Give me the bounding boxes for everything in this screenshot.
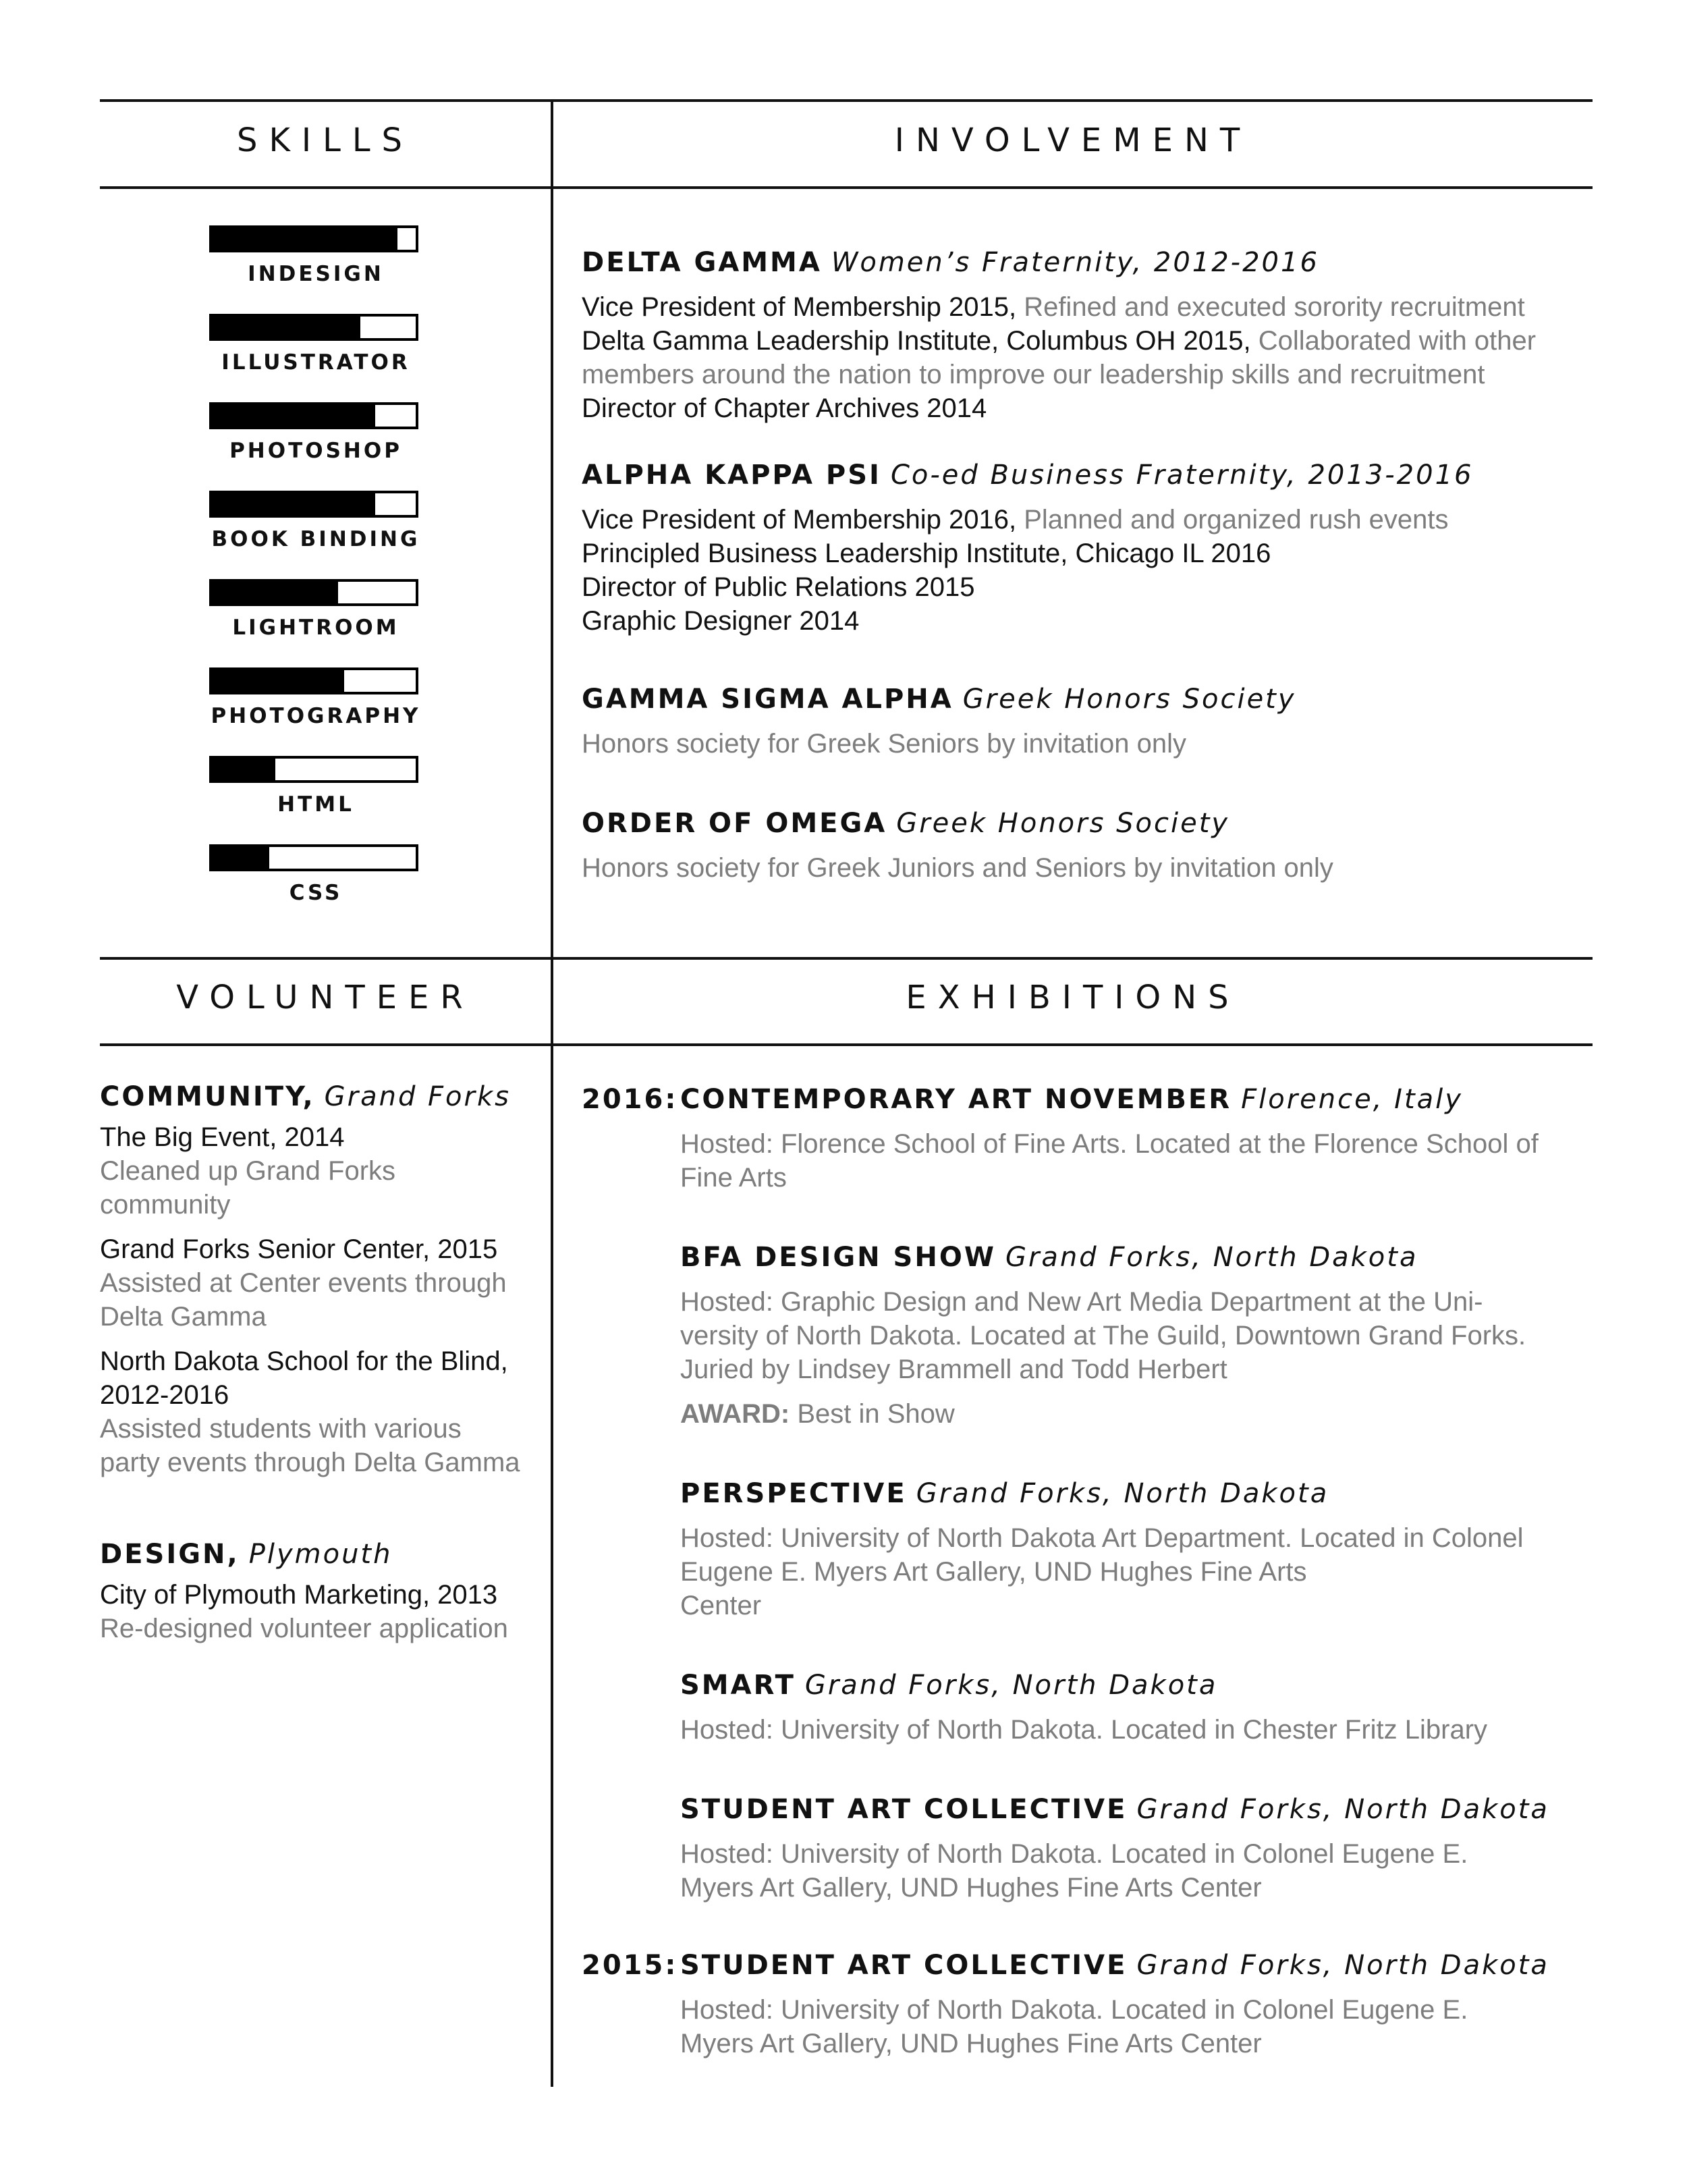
skill-bar (209, 667, 418, 694)
item-title: North Dakota School for the Blind, (100, 1346, 508, 1376)
award-value: Best in Show (790, 1399, 955, 1429)
line-main: Vice President of Membership 2016, (582, 505, 1024, 535)
entry-heading (680, 1242, 1578, 1273)
skill-fill (212, 847, 269, 869)
entry-heading (582, 460, 1574, 491)
skill-item (209, 314, 422, 375)
org-subtitle: Grand Forks, North Dakota (804, 1670, 1218, 1701)
volunteer-item (100, 1578, 559, 1645)
exhibition-entry (680, 1670, 1578, 1747)
volunteer-item (100, 1232, 559, 1334)
skill-item (209, 579, 422, 640)
exhibition-year: 2015: (582, 1950, 678, 1981)
entry-heading (582, 684, 1574, 715)
skill-fill (212, 405, 375, 427)
entry-line (582, 537, 1574, 570)
involvement-entry (582, 460, 1574, 638)
entry-line (582, 570, 1574, 604)
org-subtitle: Grand Forks, North Dakota (1136, 1794, 1549, 1825)
entry-line: Center (680, 1591, 762, 1620)
entry-line (582, 391, 1574, 425)
org-name: SMART (680, 1670, 796, 1701)
item-desc: Cleaned up Grand Forks (100, 1156, 396, 1186)
entry-line (582, 290, 1574, 324)
entry-line: Hosted: Graphic Design and New Art Media Department at the Uni- (680, 1287, 1483, 1317)
entry-line: Myers Art Gallery, UND Hughes Fine Arts Center (680, 1873, 1262, 1903)
volunteer-item (100, 1120, 559, 1222)
org-subtitle: Co-ed Business Fraternity, 2013-2016 (890, 460, 1474, 491)
skill-item (209, 844, 422, 905)
volunteer-group (100, 1539, 559, 1656)
skill-fill (212, 670, 344, 692)
entry-heading (100, 1539, 559, 1570)
entry-line: Myers Art Gallery, UND Hughes Fine Arts Center (680, 2029, 1262, 2058)
skill-label: ILLUSTRATOR (221, 350, 410, 375)
item-title: Grand Forks Senior Center, 2015 (100, 1234, 498, 1264)
item-title: City of Plymouth Marketing, 2013 (100, 1580, 498, 1610)
skill-label: HTML (277, 792, 354, 817)
skills-heading: SKILLS (236, 121, 414, 159)
skill-item (209, 402, 422, 463)
middle-rule (100, 957, 1593, 960)
top-rule (100, 99, 1593, 102)
item-desc: Re-designed volunteer application (100, 1614, 508, 1643)
skill-fill (212, 759, 275, 780)
entry-heading (680, 1478, 1578, 1509)
skill-item (209, 667, 422, 728)
entry-heading (680, 1794, 1578, 1825)
entry-line (582, 851, 1574, 885)
exhibition-entry (680, 1794, 1578, 1905)
exhibition-entry (680, 1950, 1578, 2060)
entry-line: Hosted: University of North Dakota Art Department. Located in Colonel (680, 1523, 1524, 1553)
line-detail: Refined and executed sorority recruitment (1024, 292, 1525, 322)
line-main: Director of Chapter Archives 2014 (582, 393, 987, 423)
line-main: Principled Business Leadership Institute, Chicago IL 2016 (582, 539, 1271, 568)
line-detail: Planned and organized rush events (1024, 505, 1449, 535)
skill-label: CSS (289, 881, 343, 905)
skill-bar (209, 491, 418, 518)
skill-bar (209, 579, 418, 606)
line-detail: Collaborated with other (1258, 326, 1537, 356)
skill-label: BOOK BINDING (211, 527, 420, 551)
item-desc: Assisted students with various (100, 1414, 462, 1444)
entry-heading (680, 1084, 1578, 1115)
award-line (680, 1397, 1578, 1431)
header-rule-bottom (100, 1043, 1593, 1046)
exhibition-entry (680, 1084, 1578, 1195)
volunteer-group (100, 1081, 559, 1490)
skill-item (209, 225, 422, 286)
org-name: DELTA GAMMA (582, 247, 822, 278)
org-name: STUDENT ART COLLECTIVE (680, 1950, 1128, 1981)
volunteer-heading: VOLUNTEER (176, 979, 474, 1016)
org-subtitle: Greek Honors Society (896, 808, 1230, 839)
item-title: 2012-2016 (100, 1380, 229, 1410)
entry-line (582, 727, 1574, 761)
entry-line: Hosted: University of North Dakota. Located in Colonel Eugene E. (680, 1995, 1468, 2025)
org-name: ORDER OF OMEGA (582, 808, 887, 839)
line-detail: Honors society for Greek Juniors and Seniors by invitation only (582, 853, 1333, 883)
item-desc: Assisted at Center events through (100, 1268, 507, 1298)
entry-line: Hosted: University of North Dakota. Located in Chester Fritz Library (680, 1715, 1488, 1745)
entry-heading (680, 1950, 1578, 1981)
involvement-heading: INVOLVEMENT (894, 121, 1252, 159)
entry-line (582, 503, 1574, 537)
skill-label: INDESIGN (248, 262, 384, 286)
line-main: Vice President of Membership 2015, (582, 292, 1024, 322)
skill-label: PHOTOGRAPHY (211, 704, 421, 728)
entry-heading (100, 1081, 559, 1112)
org-name: ALPHA KAPPA PSI (582, 460, 881, 491)
skill-item (209, 756, 422, 817)
header-rule-top (100, 186, 1593, 189)
skill-item (209, 491, 422, 551)
skill-bar (209, 402, 418, 429)
exhibitions-heading: EXHIBITIONS (906, 979, 1240, 1016)
exhibition-year: 2016: (582, 1084, 678, 1115)
org-name: PERSPECTIVE (680, 1478, 907, 1509)
involvement-entry (582, 684, 1574, 761)
skill-label: LIGHTROOM (232, 616, 399, 640)
org-subtitle: Grand Forks (324, 1081, 511, 1112)
org-subtitle: Greek Honors Society (962, 684, 1296, 715)
entry-line: Hosted: Florence School of Fine Arts. Located at the Florence School of (680, 1129, 1539, 1159)
org-name: CONTEMPORARY ART NOVEMBER (680, 1084, 1232, 1115)
entry-line: versity of North Dakota. Located at The Guild, Downtown Grand Forks. (680, 1321, 1526, 1350)
involvement-entry (582, 247, 1574, 425)
exhibition-entry (680, 1478, 1578, 1622)
org-subtitle: Grand Forks, North Dakota (1005, 1242, 1418, 1273)
org-subtitle: Florence, Italy (1241, 1084, 1463, 1115)
award-label: AWARD: (680, 1399, 790, 1429)
line-main: Graphic Designer 2014 (582, 606, 860, 636)
line-main: Director of Public Relations 2015 (582, 572, 975, 602)
skill-bar (209, 756, 418, 783)
skill-fill (212, 493, 375, 515)
skill-fill (212, 228, 397, 250)
org-subtitle: Grand Forks, North Dakota (1136, 1950, 1549, 1981)
org-name: DESIGN, (100, 1539, 240, 1570)
entry-line (582, 324, 1574, 358)
skill-fill (212, 317, 360, 338)
entry-line (582, 358, 1574, 391)
line-detail: Honors society for Greek Seniors by invitation only (582, 729, 1186, 759)
involvement-entry (582, 808, 1574, 885)
skill-bar (209, 225, 418, 252)
org-subtitle: Grand Forks, North Dakota (916, 1478, 1329, 1509)
entry-line: Hosted: University of North Dakota. Located in Colonel Eugene E. (680, 1839, 1468, 1869)
skill-fill (212, 582, 338, 603)
entry-line: Juried by Lindsey Brammell and Todd Herbert (680, 1355, 1227, 1384)
item-desc: Delta Gamma (100, 1302, 267, 1332)
entry-line: Fine Arts (680, 1163, 787, 1193)
entry-line (582, 604, 1574, 638)
item-desc: community (100, 1190, 231, 1220)
entry-line: Eugene E. Myers Art Gallery, UND Hughes Fine Arts (680, 1557, 1307, 1587)
volunteer-item (100, 1344, 559, 1479)
org-name: COMMUNITY, (100, 1081, 315, 1112)
skill-label: PHOTOSHOP (229, 439, 402, 463)
exhibition-entry (680, 1242, 1578, 1431)
skill-bar (209, 844, 418, 871)
line-detail: members around the nation to improve our leadership skills and recruitment (582, 360, 1485, 389)
org-name: BFA DESIGN SHOW (680, 1242, 996, 1273)
org-subtitle: Plymouth (248, 1539, 393, 1570)
entry-heading (582, 808, 1574, 839)
skill-bar (209, 314, 418, 341)
org-name: STUDENT ART COLLECTIVE (680, 1794, 1128, 1825)
item-desc: party events through Delta Gamma (100, 1448, 520, 1477)
org-name: GAMMA SIGMA ALPHA (582, 684, 953, 715)
org-subtitle: Women’s Fraternity, 2012-2016 (831, 247, 1319, 278)
line-main: Delta Gamma Leadership Institute, Columbus OH 2015, (582, 326, 1259, 356)
entry-heading (680, 1670, 1578, 1701)
entry-heading (582, 247, 1574, 278)
item-title: The Big Event, 2014 (100, 1122, 345, 1152)
